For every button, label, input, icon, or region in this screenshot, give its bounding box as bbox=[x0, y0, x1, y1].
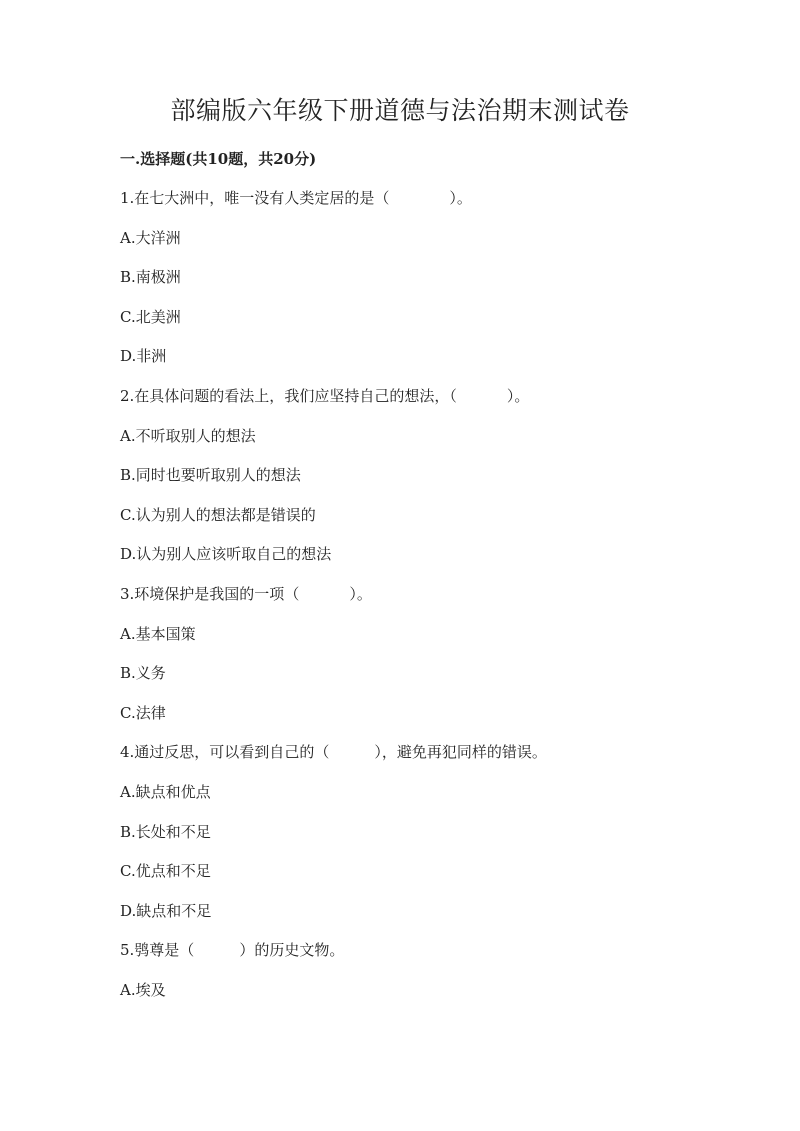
question-stem-end: ），避免再犯同样的错误。 bbox=[374, 743, 547, 762]
option-1d: D.非洲 bbox=[120, 347, 167, 366]
question-stem-start: 4.通过反思，可以看到自己的（ bbox=[120, 743, 330, 762]
question-2 bbox=[120, 385, 720, 407]
question-stem-start: 3.环境保护是我国的一项（ bbox=[120, 584, 300, 603]
question-stem-start: 1.在七大洲中，唯一没有人类定居的是（ bbox=[120, 189, 390, 207]
option-4d: D.缺点和不足 bbox=[120, 901, 212, 920]
question-5 bbox=[120, 939, 720, 961]
answer-blank bbox=[299, 583, 349, 605]
option-1a: A.大洋洲 bbox=[120, 228, 181, 247]
option-1b: B.南极洲 bbox=[120, 268, 181, 287]
option-2d: D.认为别人应该听取自己的想法 bbox=[120, 545, 332, 564]
answer-blank bbox=[329, 741, 374, 763]
option-3a: A.基本国策 bbox=[120, 624, 196, 643]
option-1c: C.北美洲 bbox=[120, 307, 181, 326]
option-5a: A.埃及 bbox=[120, 980, 166, 999]
option-2a: A.不听取别人的想法 bbox=[120, 426, 256, 445]
question-stem-start: 5.鸮尊是（ bbox=[120, 941, 195, 960]
question-4 bbox=[120, 741, 720, 763]
page-title: 部编版六年级下册道德与法治期末测试卷 bbox=[170, 96, 630, 125]
answer-blank bbox=[389, 187, 449, 209]
option-4c: C.优点和不足 bbox=[120, 862, 211, 881]
option-4a: A.缺点和优点 bbox=[120, 782, 211, 801]
question-3 bbox=[120, 583, 720, 605]
option-2b: B.同时也要听取别人的想法 bbox=[120, 466, 301, 485]
question-stem-end: ）。 bbox=[449, 189, 472, 207]
answer-blank bbox=[194, 939, 239, 961]
option-2c: C.认为别人的想法都是错误的 bbox=[120, 505, 316, 524]
question-stem-end: ）的历史文物。 bbox=[239, 941, 345, 960]
question-stem-end: ）。 bbox=[349, 584, 372, 603]
option-3b: B.义务 bbox=[120, 664, 166, 683]
question-stem-end: ）。 bbox=[506, 386, 530, 405]
section-heading: 一.选择题(共10题，共20分) bbox=[120, 150, 317, 168]
option-3c: C.法律 bbox=[120, 703, 166, 722]
answer-blank bbox=[457, 385, 507, 407]
question-1 bbox=[120, 187, 720, 209]
question-stem-start: 2.在具体问题的看法上，我们应坚持自己的想法，（ bbox=[120, 386, 457, 405]
option-4b: B.长处和不足 bbox=[120, 822, 211, 841]
question-list bbox=[120, 187, 720, 1018]
